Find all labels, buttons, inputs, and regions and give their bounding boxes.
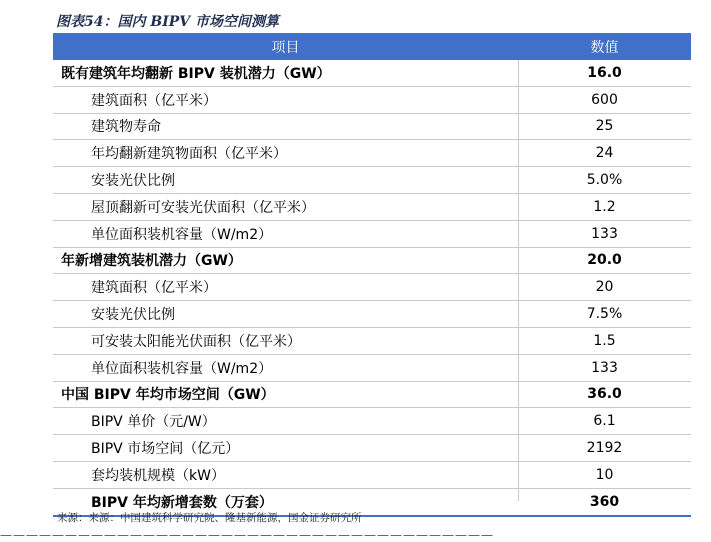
row-label: 安装光伏比例 bbox=[53, 301, 518, 328]
table-row bbox=[53, 193, 691, 220]
table-row bbox=[53, 113, 691, 140]
row-value: 10 bbox=[518, 461, 691, 488]
row-value: 25 bbox=[518, 113, 691, 140]
row-label: BIPV 单价（元/W） bbox=[53, 408, 518, 435]
row-label: BIPV 年均新增套数（万套） bbox=[53, 488, 518, 515]
header-item: 项目 bbox=[53, 33, 518, 60]
row-label: 屋顶翻新可安装光伏面积（亿平米） bbox=[53, 193, 518, 220]
source-note: 来源：来源：中国建筑科学研究院、隆基新能源，国金证券研究所 bbox=[57, 512, 362, 524]
table-row bbox=[53, 435, 691, 462]
row-value: 600 bbox=[518, 86, 691, 113]
row-label: 单位面积装机容量（W/m2） bbox=[53, 354, 518, 381]
row-label: 套均装机规模（kW） bbox=[53, 461, 518, 488]
row-label: 年均翻新建筑物面积（亿平米） bbox=[53, 140, 518, 167]
table-row bbox=[53, 167, 691, 194]
table-row bbox=[53, 461, 691, 488]
header-value: 数值 bbox=[518, 33, 691, 60]
table-row bbox=[53, 247, 691, 274]
row-value: 6.1 bbox=[518, 408, 691, 435]
row-value: 133 bbox=[518, 220, 691, 247]
row-label: 年新增建筑装机潜力（GW） bbox=[53, 247, 518, 274]
row-value: 7.5% bbox=[518, 301, 691, 328]
table-row bbox=[53, 301, 691, 328]
row-value: 360 bbox=[518, 488, 691, 515]
row-label: 中国 BIPV 年均市场空间（GW） bbox=[53, 381, 518, 408]
row-value: 24 bbox=[518, 140, 691, 167]
table-row bbox=[53, 274, 691, 301]
table-header-row bbox=[53, 33, 691, 60]
table-row bbox=[53, 408, 691, 435]
row-value: 1.2 bbox=[518, 193, 691, 220]
row-label: 建筑物寿命 bbox=[53, 113, 518, 140]
row-value: 16.0 bbox=[518, 60, 691, 86]
row-label: 安装光伏比例 bbox=[53, 167, 518, 194]
row-label: 建筑面积（亿平米） bbox=[53, 274, 518, 301]
table-row bbox=[53, 60, 691, 86]
table-title: 图表54：国内 BIPV 市场空间测算 bbox=[56, 14, 280, 30]
column-divider bbox=[518, 60, 519, 501]
table-row bbox=[53, 140, 691, 167]
row-label: 可安装太阳能光伏面积（亿平米） bbox=[53, 327, 518, 354]
table-row bbox=[53, 327, 691, 354]
row-value: 20 bbox=[518, 274, 691, 301]
row-value: 1.5 bbox=[518, 327, 691, 354]
table-row bbox=[53, 354, 691, 381]
row-value: 2192 bbox=[518, 435, 691, 462]
row-value: 5.0% bbox=[518, 167, 691, 194]
table-row bbox=[53, 86, 691, 113]
row-label: BIPV 市场空间（亿元） bbox=[53, 435, 518, 462]
cropped-next-line: —————————————————————————————————————— bbox=[0, 528, 494, 542]
bipv-market-table bbox=[53, 33, 691, 517]
row-label: 建筑面积（亿平米） bbox=[53, 86, 518, 113]
table-row bbox=[53, 220, 691, 247]
row-value: 133 bbox=[518, 354, 691, 381]
table-row bbox=[53, 381, 691, 408]
row-label: 单位面积装机容量（W/m2） bbox=[53, 220, 518, 247]
row-value: 36.0 bbox=[518, 381, 691, 408]
row-value: 20.0 bbox=[518, 247, 691, 274]
row-label: 既有建筑年均翻新 BIPV 装机潜力（GW） bbox=[53, 60, 518, 86]
